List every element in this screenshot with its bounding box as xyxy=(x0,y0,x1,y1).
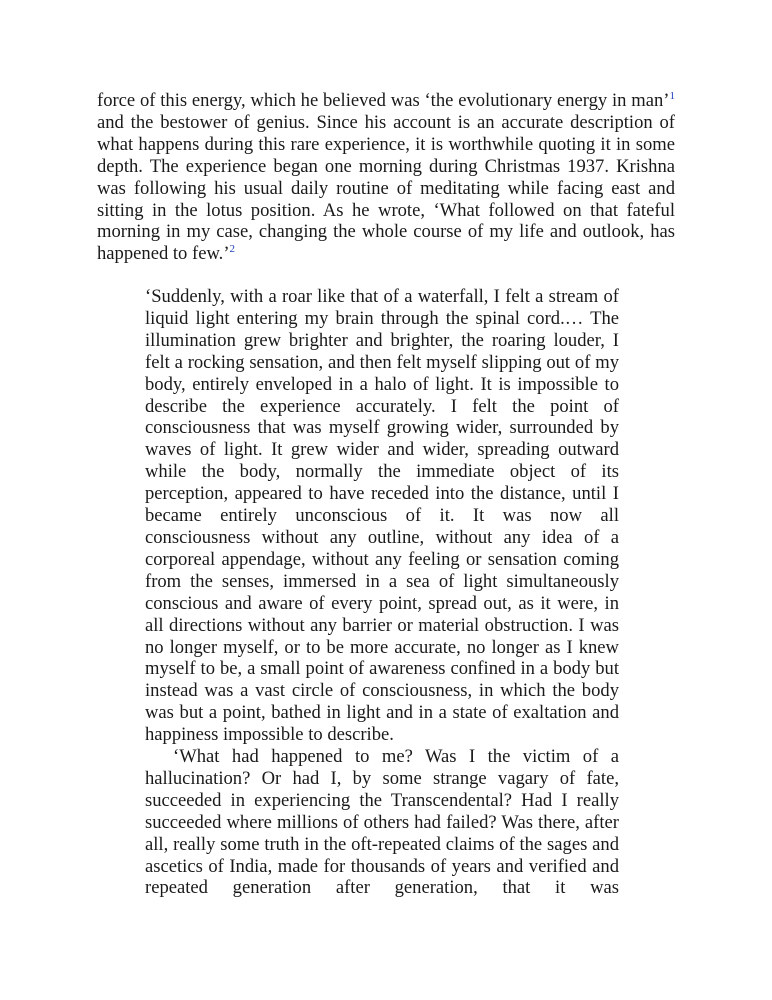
quote-paragraph-1: ‘Suddenly, with a roar like that of a waterfall, I felt a stream of liquid light entering my brain through the spinal cord.… The illumination grew brighter and brighter, the roaring louder, I felt a rocking sensation, and then felt myself slipping out of my body, entirely enveloped in a halo of light. It is impossible to describe the experience accurately. I felt the point of consciousness that was myself growing wider, surrounded by waves of light. It grew wider and wider, spreading outward while the body, normally the immediate object of its perception, appeared to have receded into the distance, until I became entirely unconscious of it. It was now all consciousness without any outline, without any idea of a corporeal appendage, without any feeling or sensation coming from the senses, immersed in a sea of light simultaneously conscious and aware of every point, spread out, as it were, in all directions without any barrier or material obstruction. I was no longer myself, or to be more accurate, no longer as I knew myself to be, a small point of awareness confined in a body but instead was a vast circle of consciousness, in which the body was but a point, bathed in light and in a state of exaltation and happiness impossible to describe. xyxy=(145,286,619,746)
quote-paragraph-2: ‘What had happened to me? Was I the victim of a hallucination? Or had I, by some strange vagary of fate, succeeded in experiencing the Transcendental? Had I really succeeded where millions of others had failed? Was there, after all, really some truth in the oft-repeated claims of the sages and ascetics of India, made for thousands of years and verified and repeated generation after generation, that it was xyxy=(145,746,619,899)
footnote-ref-2[interactable]: 2 xyxy=(229,243,236,256)
block-quote xyxy=(145,286,619,899)
body-text-part-2: and the bestower of genius. Since his account is an accurate description of what happens during this rare experience, it is worthwhile quoting it in some depth. The experience began one morning during Christmas 1937. Krishna was following his usual daily routine of meditating while facing east and sitting in the lotus position. As he wrote, ‘What followed on that fateful morning in my case, changing the whole course of my life and outlook, has happened to few.’ xyxy=(97,111,675,265)
body-paragraph xyxy=(97,90,675,265)
footnote-ref-1[interactable]: 1 xyxy=(669,89,675,102)
body-text-part-1: force of this energy, which he believed was ‘the evolutionary energy in man’ xyxy=(97,90,670,111)
